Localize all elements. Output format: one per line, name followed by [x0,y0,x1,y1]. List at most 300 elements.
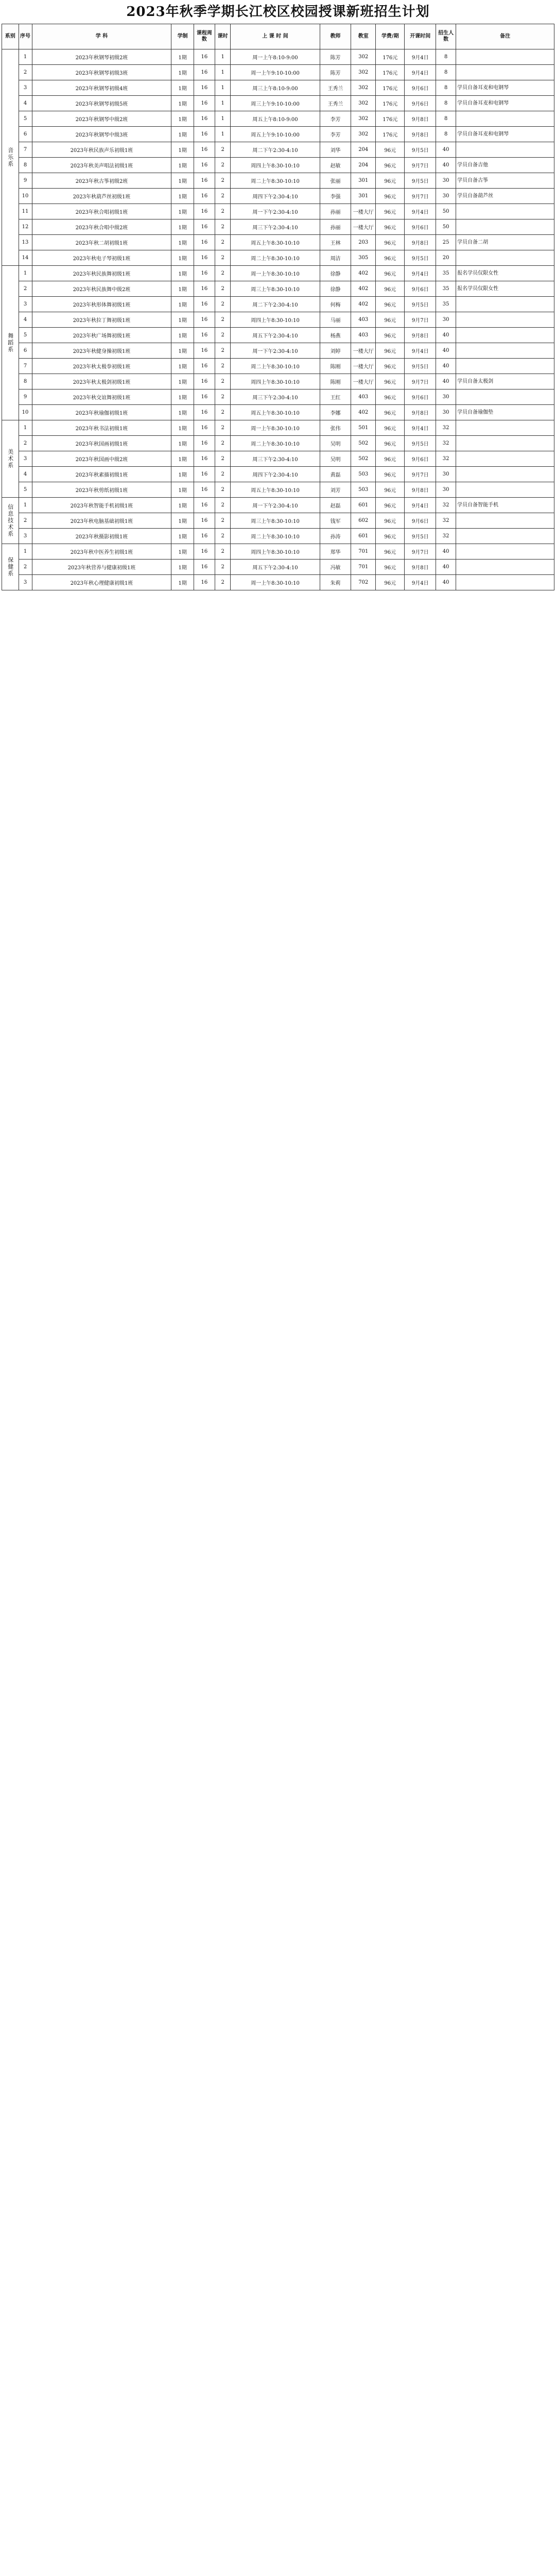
cell-room: 701 [351,544,376,560]
cell-index: 10 [19,189,32,204]
cell-note [456,451,554,467]
cell-teacher: 刘芳 [320,482,351,498]
cell-index: 3 [19,575,32,590]
cell-term: 1期 [171,467,194,482]
cell-hours: 1 [215,65,230,80]
cell-term: 1期 [171,498,194,513]
cell-note [456,420,554,436]
cell-fee: 96元 [376,266,405,281]
cell-start: 9月7日 [405,312,436,328]
cell-index: 1 [19,544,32,560]
cell-term: 1期 [171,127,194,142]
cell-term: 1期 [171,219,194,235]
cell-weeks: 16 [194,529,215,544]
cell-teacher: 陈芳 [320,49,351,65]
cell-term: 1期 [171,49,194,65]
header-term: 学制 [171,24,194,49]
cell-weeks: 16 [194,498,215,513]
cell-course: 2023年秋钢琴中级2班 [32,111,171,127]
cell-room: 302 [351,96,376,111]
cell-index: 8 [19,158,32,173]
cell-index: 9 [19,173,32,189]
cell-time: 周五下午2:30-4:10 [231,560,320,575]
cell-term: 1期 [171,111,194,127]
cell-start: 9月7日 [405,189,436,204]
cell-room: 702 [351,575,376,590]
cell-fee: 96元 [376,219,405,235]
cell-fee: 96元 [376,204,405,219]
cell-fee: 96元 [376,420,405,436]
cell-quota: 40 [436,374,456,389]
table-row [2,544,554,560]
cell-fee: 96元 [376,328,405,343]
cell-term: 1期 [171,312,194,328]
cell-hours: 2 [215,405,230,420]
cell-fee: 96元 [376,343,405,359]
department-cell: 舞蹈系 [2,266,19,420]
cell-course: 2023年秋合唱中级2班 [32,219,171,235]
cell-quota: 40 [436,359,456,374]
cell-start: 9月6日 [405,513,436,529]
cell-teacher: 李芳 [320,127,351,142]
cell-hours: 2 [215,173,230,189]
cell-weeks: 16 [194,436,215,451]
cell-fee: 96元 [376,235,405,250]
cell-time: 周二上午8:30-10:10 [231,529,320,544]
cell-fee: 96元 [376,374,405,389]
cell-time: 周二上午8:30-10:10 [231,359,320,374]
cell-teacher: 徐静 [320,281,351,297]
cell-time: 周三上午9:10-10:00 [231,96,320,111]
cell-quota: 8 [436,96,456,111]
cell-weeks: 16 [194,127,215,142]
cell-teacher: 朱莉 [320,575,351,590]
table-row [2,467,554,482]
cell-quota: 50 [436,219,456,235]
cell-time: 周五下午2:30-4:10 [231,328,320,343]
cell-term: 1期 [171,544,194,560]
table-row [2,297,554,312]
header-hours: 课时 [215,24,230,49]
cell-teacher: 陈芳 [320,65,351,80]
cell-term: 1期 [171,189,194,204]
cell-hours: 2 [215,529,230,544]
cell-time: 周四下午2:30-4:10 [231,189,320,204]
cell-index: 1 [19,498,32,513]
cell-start: 9月4日 [405,204,436,219]
cell-quota: 8 [436,65,456,80]
cell-start: 9月8日 [405,560,436,575]
cell-weeks: 16 [194,142,215,158]
cell-hours: 2 [215,359,230,374]
page-title: 2023年秋季学期长江校区校园授课新班招生计划 [126,4,430,20]
cell-note: 学员自备葫芦丝 [456,189,554,204]
cell-term: 1期 [171,359,194,374]
cell-index: 5 [19,482,32,498]
cell-time: 周一上午8:30-10:10 [231,575,320,590]
cell-course: 2023年秋形体舞初级1班 [32,297,171,312]
department-cell: 保健系 [2,544,19,590]
cell-note [456,204,554,219]
cell-room: 204 [351,158,376,173]
table-row [2,65,554,80]
table-row [2,389,554,405]
cell-time: 周一下午2:30-4:10 [231,343,320,359]
cell-start: 9月7日 [405,467,436,482]
table-row [2,235,554,250]
cell-room: 501 [351,420,376,436]
cell-index: 3 [19,451,32,467]
header-department: 系别 [2,24,19,49]
cell-teacher: 冯敏 [320,560,351,575]
table-row [2,173,554,189]
cell-course: 2023年秋太极拳初级1班 [32,359,171,374]
cell-room: 一楼大厅 [351,374,376,389]
cell-quota: 40 [436,343,456,359]
cell-index: 1 [19,266,32,281]
cell-start: 9月7日 [405,158,436,173]
cell-term: 1期 [171,142,194,158]
table-row [2,111,554,127]
cell-index: 2 [19,281,32,297]
cell-note [456,142,554,158]
cell-index: 6 [19,127,32,142]
cell-index: 4 [19,96,32,111]
cell-quota: 32 [436,529,456,544]
cell-weeks: 16 [194,312,215,328]
cell-note: 学员自备耳麦和电钢琴 [456,127,554,142]
cell-note [456,328,554,343]
cell-start: 9月8日 [405,482,436,498]
cell-quota: 40 [436,328,456,343]
table-row [2,328,554,343]
cell-start: 9月5日 [405,297,436,312]
department-cell: 音乐系 [2,49,19,266]
cell-hours: 2 [215,219,230,235]
cell-course: 2023年秋钢琴初级4班 [32,80,171,96]
cell-course: 2023年秋美声唱法初级1班 [32,158,171,173]
cell-note: 学员自备古筝 [456,173,554,189]
cell-quota: 20 [436,250,456,266]
cell-time: 周二上午8:30-10:10 [231,436,320,451]
cell-teacher: 刘婷 [320,343,351,359]
cell-term: 1期 [171,575,194,590]
header-time: 上 课 时 间 [231,24,320,49]
cell-weeks: 16 [194,173,215,189]
cell-start: 9月8日 [405,328,436,343]
cell-time: 周四上午8:30-10:10 [231,374,320,389]
cell-time: 周一上午8:30-10:10 [231,266,320,281]
cell-room: 403 [351,328,376,343]
header-weeks: 课程周数 [194,24,215,49]
header-note: 备注 [456,24,554,49]
cell-term: 1期 [171,529,194,544]
cell-fee: 176元 [376,111,405,127]
cell-start: 9月8日 [405,111,436,127]
cell-hours: 2 [215,343,230,359]
cell-term: 1期 [171,250,194,266]
cell-teacher: 黄磊 [320,467,351,482]
cell-teacher: 陈刚 [320,359,351,374]
cell-weeks: 16 [194,560,215,575]
cell-time: 周三上午8:30-10:10 [231,513,320,529]
cell-index: 12 [19,219,32,235]
cell-note [456,560,554,575]
cell-course: 2023年秋瑜伽初级1班 [32,405,171,420]
cell-note [456,297,554,312]
cell-time: 周一下午2:30-4:10 [231,204,320,219]
cell-fee: 96元 [376,142,405,158]
cell-teacher: 陈刚 [320,374,351,389]
cell-teacher: 王秀兰 [320,96,351,111]
cell-quota: 32 [436,420,456,436]
cell-hours: 2 [215,513,230,529]
cell-time: 周四上午8:30-10:10 [231,544,320,560]
table-row [2,219,554,235]
cell-note [456,250,554,266]
cell-time: 周三下午2:30-4:10 [231,451,320,467]
cell-note [456,544,554,560]
cell-teacher: 王林 [320,235,351,250]
cell-term: 1期 [171,235,194,250]
table-row [2,436,554,451]
header-course: 学 科 [32,24,171,49]
cell-start: 9月6日 [405,80,436,96]
cell-room: 302 [351,80,376,96]
cell-room: 302 [351,127,376,142]
enrollment-table [2,24,554,590]
cell-term: 1期 [171,343,194,359]
table-row [2,359,554,374]
cell-quota: 50 [436,204,456,219]
cell-term: 1期 [171,420,194,436]
cell-teacher: 郑华 [320,544,351,560]
cell-hours: 2 [215,266,230,281]
cell-note [456,529,554,544]
table-body [2,49,554,590]
cell-teacher: 李芳 [320,111,351,127]
cell-start: 9月4日 [405,575,436,590]
cell-hours: 2 [215,297,230,312]
table-row [2,250,554,266]
cell-start: 9月6日 [405,451,436,467]
cell-weeks: 16 [194,575,215,590]
cell-quota: 30 [436,173,456,189]
cell-term: 1期 [171,266,194,281]
cell-start: 9月5日 [405,142,436,158]
table-row [2,343,554,359]
cell-hours: 2 [215,560,230,575]
cell-teacher: 刘华 [320,142,351,158]
cell-index: 4 [19,312,32,328]
cell-fee: 96元 [376,312,405,328]
cell-course: 2023年秋摄影初级1班 [32,529,171,544]
cell-start: 9月7日 [405,544,436,560]
cell-course: 2023年秋钢琴中级3班 [32,127,171,142]
cell-note: 学员自备瑜伽垫 [456,405,554,420]
cell-weeks: 16 [194,158,215,173]
table-row [2,142,554,158]
cell-fee: 96元 [376,467,405,482]
cell-start: 9月8日 [405,127,436,142]
cell-hours: 1 [215,127,230,142]
cell-note: 学员自备耳麦和电钢琴 [456,96,554,111]
cell-term: 1期 [171,374,194,389]
cell-room: 一楼大厅 [351,343,376,359]
cell-fee: 176元 [376,127,405,142]
cell-teacher: 杨燕 [320,328,351,343]
cell-course: 2023年秋健身操初级1班 [32,343,171,359]
cell-course: 2023年秋素描初级1班 [32,467,171,482]
cell-start: 9月4日 [405,420,436,436]
cell-quota: 8 [436,111,456,127]
cell-time: 周三下午2:30-4:10 [231,389,320,405]
cell-course: 2023年秋拉丁舞初级1班 [32,312,171,328]
cell-teacher: 孙涛 [320,529,351,544]
cell-room: 502 [351,451,376,467]
cell-note: 学员自备吉他 [456,158,554,173]
table-row [2,575,554,590]
cell-course: 2023年秋书法初级1班 [32,420,171,436]
cell-hours: 1 [215,80,230,96]
cell-note [456,111,554,127]
cell-index: 14 [19,250,32,266]
cell-start: 9月6日 [405,219,436,235]
cell-course: 2023年秋剪纸初级1班 [32,482,171,498]
cell-weeks: 16 [194,420,215,436]
cell-course: 2023年秋电脑基础初级1班 [32,513,171,529]
cell-time: 周二下午2:30-4:10 [231,297,320,312]
cell-room: 一楼大厅 [351,204,376,219]
cell-hours: 2 [215,312,230,328]
cell-room: 302 [351,65,376,80]
cell-index: 3 [19,80,32,96]
cell-term: 1期 [171,405,194,420]
cell-term: 1期 [171,513,194,529]
cell-time: 周一上午8:10-9:00 [231,49,320,65]
cell-start: 9月7日 [405,374,436,389]
cell-room: 一楼大厅 [351,219,376,235]
cell-time: 周三上午8:10-9:00 [231,80,320,96]
cell-fee: 96元 [376,158,405,173]
cell-weeks: 16 [194,343,215,359]
cell-note [456,65,554,80]
cell-index: 8 [19,374,32,389]
cell-course: 2023年秋国画中级2班 [32,451,171,467]
cell-room: 402 [351,281,376,297]
cell-teacher: 马丽 [320,312,351,328]
cell-index: 1 [19,420,32,436]
cell-teacher: 何梅 [320,297,351,312]
cell-hours: 2 [215,420,230,436]
cell-weeks: 16 [194,204,215,219]
cell-hours: 2 [215,328,230,343]
cell-course: 2023年秋智能手机初级1班 [32,498,171,513]
cell-index: 10 [19,405,32,420]
cell-time: 周一下午2:30-4:10 [231,498,320,513]
cell-term: 1期 [171,436,194,451]
cell-fee: 96元 [376,189,405,204]
cell-teacher: 王红 [320,389,351,405]
cell-weeks: 16 [194,266,215,281]
department-cell: 信息技术系 [2,498,19,544]
cell-index: 2 [19,513,32,529]
cell-quota: 35 [436,297,456,312]
cell-note: 报名学员仅限女性 [456,281,554,297]
cell-quota: 32 [436,451,456,467]
cell-fee: 96元 [376,359,405,374]
cell-term: 1期 [171,328,194,343]
cell-weeks: 16 [194,111,215,127]
cell-room: 一楼大厅 [351,359,376,374]
cell-hours: 1 [215,96,230,111]
table-header-row [2,24,554,49]
cell-teacher: 赵磊 [320,498,351,513]
cell-teacher: 孙丽 [320,219,351,235]
cell-room: 502 [351,436,376,451]
cell-hours: 2 [215,451,230,467]
table-row [2,281,554,297]
cell-weeks: 16 [194,281,215,297]
cell-room: 203 [351,235,376,250]
cell-quota: 32 [436,498,456,513]
table-row [2,158,554,173]
cell-weeks: 16 [194,219,215,235]
cell-teacher: 钱军 [320,513,351,529]
cell-time: 周五上午8:30-10:10 [231,235,320,250]
cell-weeks: 16 [194,235,215,250]
cell-quota: 30 [436,312,456,328]
cell-quota: 8 [436,80,456,96]
cell-quota: 40 [436,544,456,560]
cell-term: 1期 [171,281,194,297]
cell-teacher: 李强 [320,189,351,204]
cell-start: 9月4日 [405,65,436,80]
cell-room: 601 [351,529,376,544]
cell-room: 302 [351,49,376,65]
cell-room: 701 [351,560,376,575]
cell-weeks: 16 [194,374,215,389]
department-cell: 美术系 [2,420,19,498]
cell-course: 2023年秋国画初级1班 [32,436,171,451]
table-row [2,204,554,219]
cell-teacher: 张丽 [320,173,351,189]
cell-course: 2023年秋古筝初级2班 [32,173,171,189]
cell-teacher: 孙丽 [320,204,351,219]
cell-index: 6 [19,343,32,359]
cell-quota: 32 [436,513,456,529]
cell-teacher: 王秀兰 [320,80,351,96]
cell-teacher: 李娜 [320,405,351,420]
cell-weeks: 16 [194,389,215,405]
cell-note [456,49,554,65]
table-row [2,405,554,420]
cell-fee: 176元 [376,49,405,65]
cell-weeks: 16 [194,297,215,312]
cell-fee: 96元 [376,436,405,451]
cell-course: 2023年秋钢琴初级2班 [32,49,171,65]
table-row [2,529,554,544]
cell-course: 2023年秋钢琴初级3班 [32,65,171,80]
cell-hours: 2 [215,467,230,482]
cell-fee: 96元 [376,451,405,467]
cell-fee: 96元 [376,575,405,590]
cell-index: 13 [19,235,32,250]
cell-note [456,436,554,451]
cell-weeks: 16 [194,96,215,111]
cell-start: 9月4日 [405,498,436,513]
cell-index: 2 [19,65,32,80]
